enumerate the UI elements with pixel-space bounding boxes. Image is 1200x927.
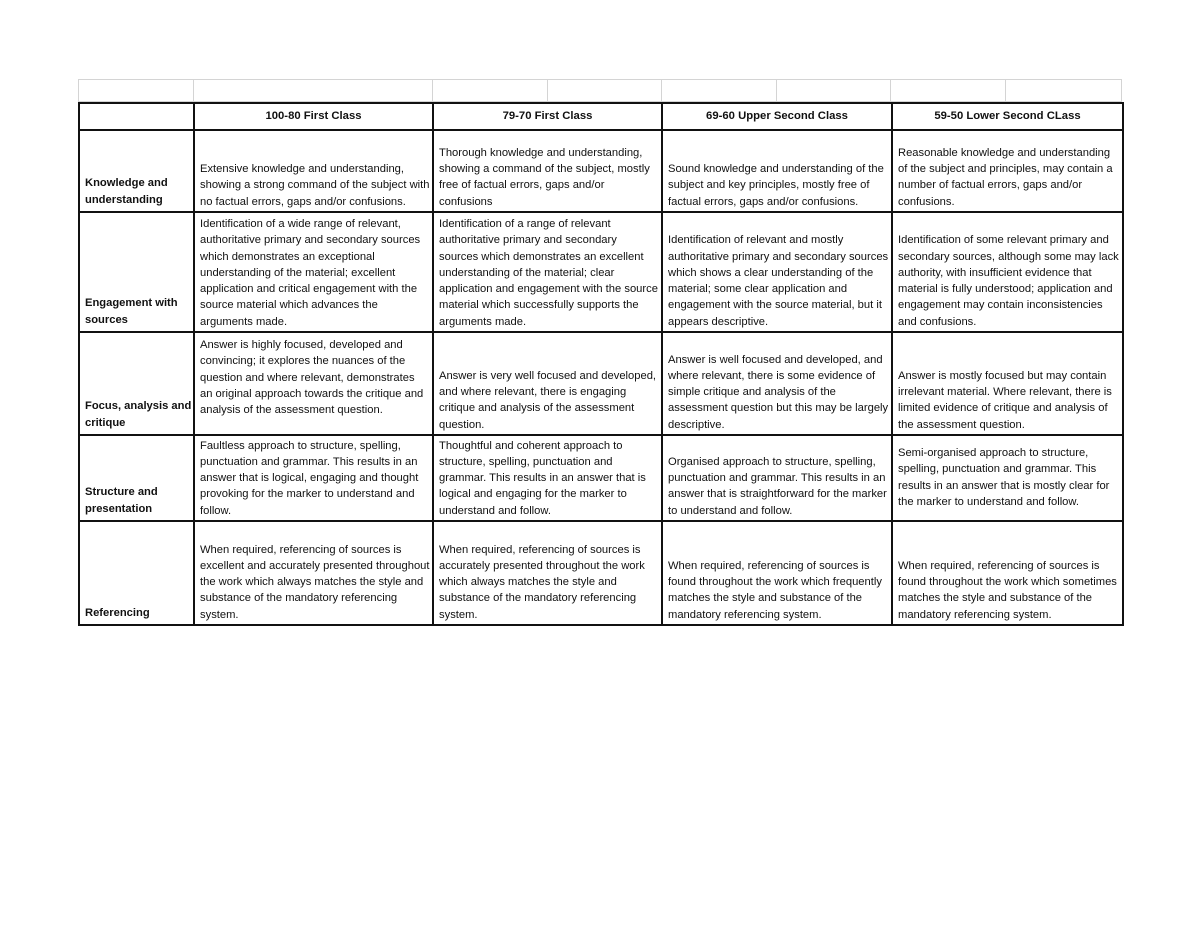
empty-grid-cell [548, 80, 662, 101]
descriptor-cell: Reasonable knowledge and understanding of the subject and principles, may contain a number of factual errors, gaps and/or confusions. [892, 130, 1123, 212]
descriptor-cell: Answer is very well focused and developed, and where relevant, there is engaging critique and analysis of the assessment question. [433, 332, 662, 435]
descriptor-cell: Organised approach to structure, spelling, punctuation and grammar. This results in an answer that is straightforward for the marker to understand and follow. [662, 435, 892, 521]
descriptor-cell: Sound knowledge and understanding of the subject and key principles, mostly free of factual errors, gaps and/or confusions. [662, 130, 892, 212]
descriptor-cell: Extensive knowledge and understanding, showing a strong command of the subject with no factual errors, gaps and/or confusions. [194, 130, 433, 212]
descriptor-cell: Semi-organised approach to structure, spelling, punctuation and grammar. This results in an answer that is mostly clear for the marker to understand and follow. [892, 435, 1123, 521]
descriptor-cell: Identification of relevant and mostly authoritative primary and secondary sources which shows a clear understanding of the material; some clear application and engagement with the source material, but it appears descriptive. [662, 212, 892, 332]
descriptor-cell: When required, referencing of sources is excellent and accurately presented throughout the work which always matches the style and substance of the mandatory referencing system. [194, 521, 433, 625]
criterion-label: Referencing [79, 521, 194, 625]
empty-grid-cell [194, 80, 434, 101]
descriptor-cell: Faultless approach to structure, spelling, punctuation and grammar. This results in an answer that is logical, engaging and thought provoking for the marker to understand and follow. [194, 435, 433, 521]
descriptor-cell: Identification of a range of relevant authoritative primary and secondary sources which demonstrates an excellent understanding of the material; clear application and engagement with the source material which successfully supports the arguments made. [433, 212, 662, 332]
header-cell-grade-band: 69-60 Upper Second Class [662, 103, 892, 130]
criterion-label: Knowledge and understanding [79, 130, 194, 212]
empty-grid-cell [891, 80, 1006, 101]
grading-rubric-table [78, 102, 1124, 626]
descriptor-cell: When required, referencing of sources is accurately presented throughout the work which always matches the style and substance of the mandatory referencing system. [433, 521, 662, 625]
table-row [79, 521, 1123, 625]
header-cell-grade-band: 59-50 Lower Second CLass [892, 103, 1123, 130]
descriptor-cell: When required, referencing of sources is found throughout the work which sometimes matches the style and substance of the mandatory referencing system. [892, 521, 1123, 625]
empty-grid-cell [79, 80, 194, 101]
criterion-label: Focus, analysis and critique [79, 332, 194, 435]
header-cell-grade-band: 100-80 First Class [194, 103, 433, 130]
empty-grid-cell [777, 80, 892, 101]
header-cell-grade-band: 79-70 First Class [433, 103, 662, 130]
criterion-label: Engagement with sources [79, 212, 194, 332]
descriptor-cell: Answer is highly focused, developed and convincing; it explores the nuances of the question and where relevant, demonstrates an original approach towards the critique and analysis of the assessment question. [194, 332, 433, 435]
empty-grid-cell [433, 80, 548, 101]
table-body [79, 130, 1123, 625]
table-row [79, 130, 1123, 212]
empty-grid-cell [662, 80, 777, 101]
criterion-label: Structure and presentation [79, 435, 194, 521]
header-cell-criterion [79, 103, 194, 130]
descriptor-cell: Thoughtful and coherent approach to structure, spelling, punctuation and grammar. This results in an answer that is logical and engaging for the marker to understand and follow. [433, 435, 662, 521]
descriptor-cell: Thorough knowledge and understanding, showing a command of the subject, mostly free of factual errors, gaps and/or confusions [433, 130, 662, 212]
descriptor-cell: Answer is well focused and developed, and where relevant, there is some evidence of simple critique and analysis of the assessment question but this may be largely descriptive. [662, 332, 892, 435]
empty-grid-cell [1006, 80, 1121, 101]
descriptor-cell: Answer is mostly focused but may contain irrelevant material. Where relevant, there is limited evidence of critique and analysis of the assessment question. [892, 332, 1123, 435]
table-row [79, 435, 1123, 521]
table-header-row [79, 103, 1123, 130]
table-row [79, 212, 1123, 332]
descriptor-cell: Identification of a wide range of relevant, authoritative primary and secondary sources which demonstrates an exceptional understanding of the material; excellent application and critical engagement with the source material which advances the arguments made. [194, 212, 433, 332]
empty-grid-row [78, 79, 1122, 102]
descriptor-cell: Identification of some relevant primary and secondary sources, although some may lack authority, with insufficient evidence that material is fully understood; application and engagement may contain inconsistencies and confusions. [892, 212, 1123, 332]
table-row [79, 332, 1123, 435]
descriptor-cell: When required, referencing of sources is found throughout the work which frequently matches the style and substance of the mandatory referencing system. [662, 521, 892, 625]
